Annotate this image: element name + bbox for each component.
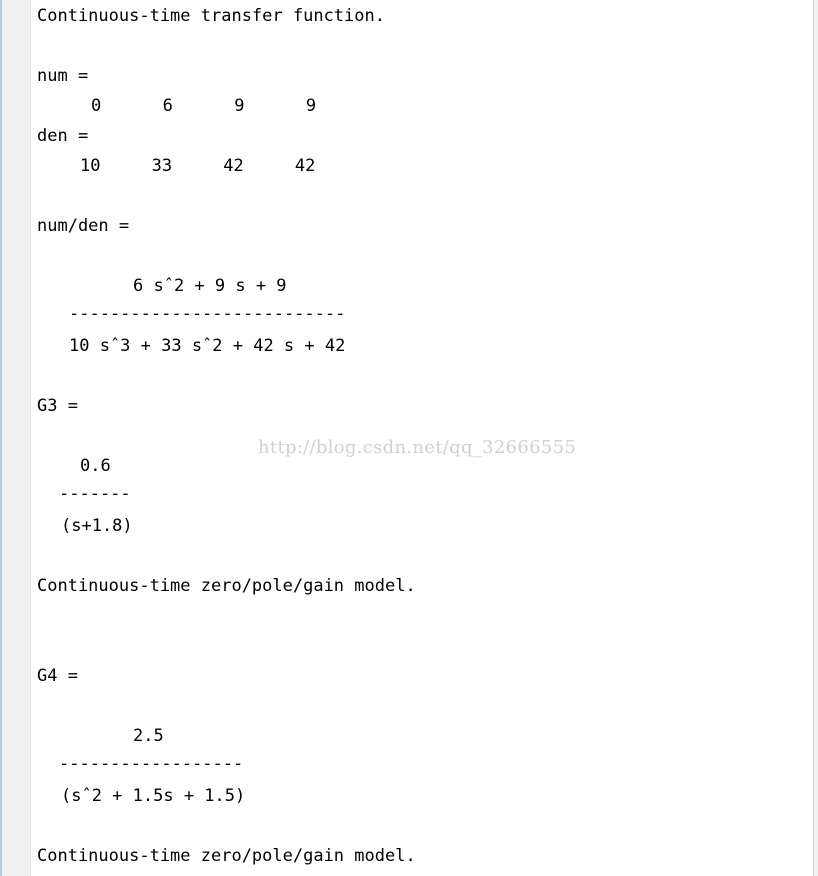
- window-left-border: [0, 0, 2, 876]
- g3-model-footer: Continuous-time zero/pole/gain model.: [37, 576, 416, 596]
- num-label: num =: [37, 66, 89, 86]
- g4-numerator: 2.5: [133, 726, 164, 746]
- numden-label: num/den =: [37, 216, 130, 236]
- g4-denominator: (sˆ2 + 1.5s + 1.5): [61, 786, 246, 806]
- num-values: 0 6 9 9: [91, 96, 317, 116]
- g4-fraction-bar: ------------------: [59, 754, 244, 774]
- watermark-text: http://blog.csdn.net/qq_32666555: [258, 437, 577, 458]
- left-gutter: [0, 0, 31, 876]
- g4-model-footer: Continuous-time zero/pole/gain model.: [37, 846, 416, 866]
- den-values: 10 33 42 42: [80, 156, 316, 176]
- g4-label: G4 =: [37, 666, 78, 686]
- numden-fraction-bar: ---------------------------: [69, 304, 346, 324]
- tf-model-header: Continuous-time transfer function.: [37, 6, 385, 26]
- numden-denominator: 10 sˆ3 + 33 sˆ2 + 42 s + 42: [69, 336, 346, 356]
- g3-fraction-bar: -------: [59, 484, 131, 504]
- g3-denominator: (s+1.8): [61, 516, 133, 536]
- g3-label: G3 =: [37, 396, 78, 416]
- g3-numerator: 0.6: [80, 456, 111, 476]
- console-output[interactable]: [31, 0, 813, 876]
- den-label: den =: [37, 126, 89, 146]
- right-scrollbar-edge[interactable]: [813, 0, 818, 876]
- numden-numerator: 6 sˆ2 + 9 s + 9: [133, 276, 287, 296]
